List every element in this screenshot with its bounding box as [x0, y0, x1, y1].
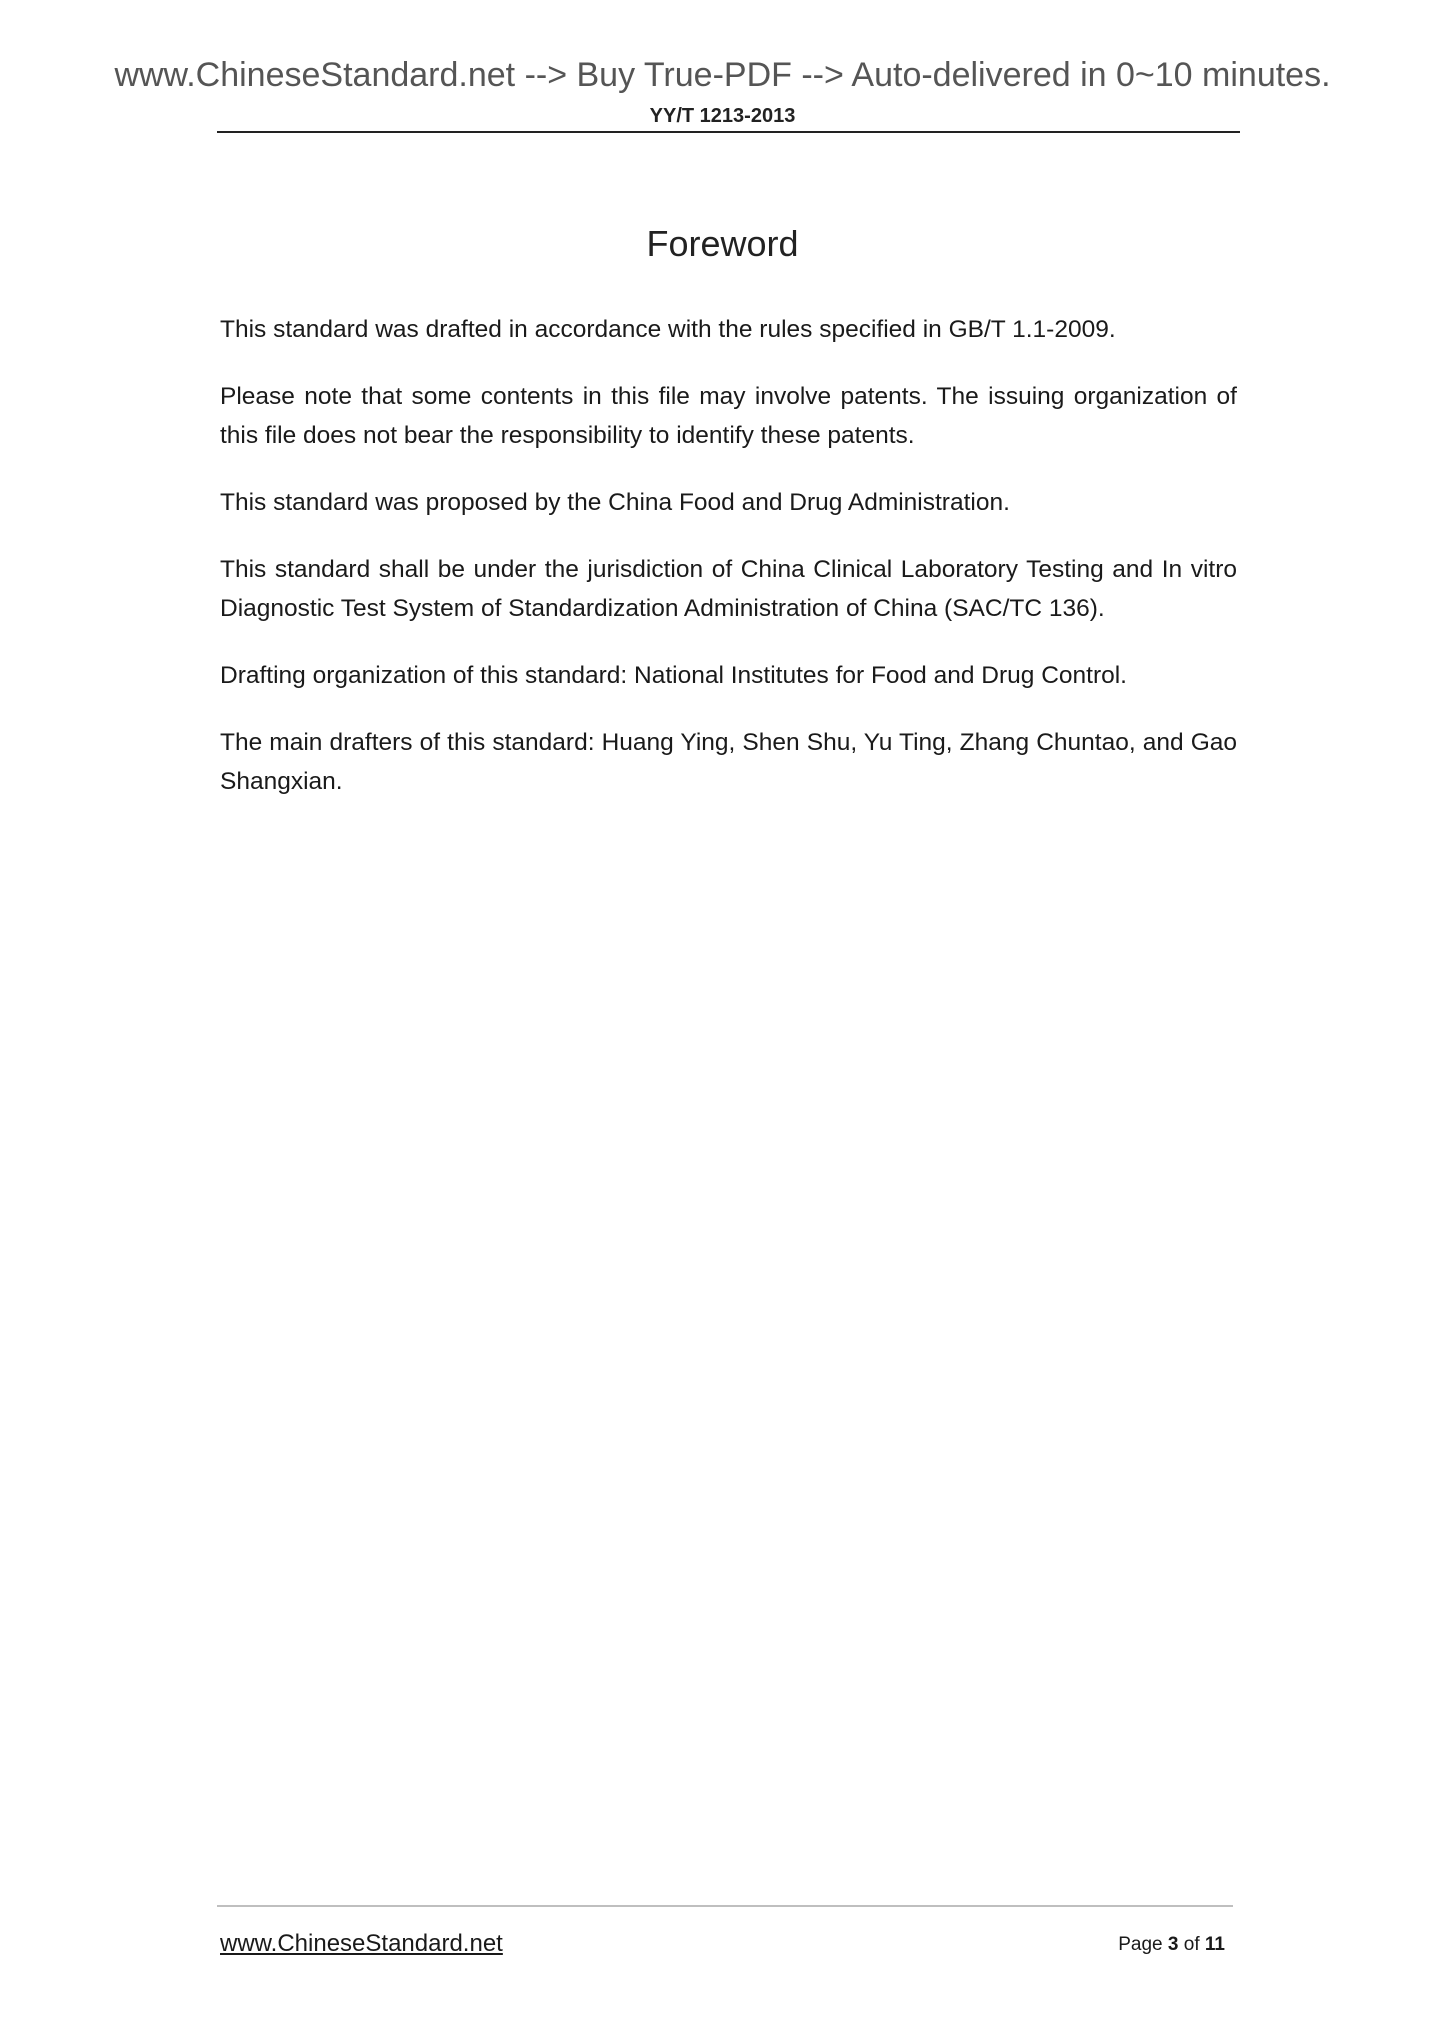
footer-divider [217, 1905, 1233, 1907]
page-title: Foreword [646, 223, 799, 264]
page-label: Page [1118, 1934, 1163, 1955]
header-divider [217, 131, 1240, 133]
paragraph-jurisdiction: This standard shall be under the jurisdiction of China Clinical Laboratory Testing and In vitro Diagnostic Test System of Standardization Administration of China (SAC/TC 136). [220, 556, 1237, 622]
page-number [1118, 1933, 1225, 1957]
total-pages-number: 11 [1204, 1934, 1225, 1955]
paragraph-patents-note: Please note that some contents in this file may involve patents. The issuing organization of this file does not bear the responsibility to identify these patents. [220, 383, 1237, 449]
header-banner: www.ChineseStandard.net --> Buy True-PDF --> Auto-delivered in 0~10 minutes. [114, 56, 1331, 94]
current-page-number: 3 [1167, 1934, 1179, 1955]
foreword-body [220, 310, 1237, 829]
standard-code: YY/T 1213-2013 [649, 105, 796, 127]
paragraph-drafting-organization: Drafting organization of this standard: National Institutes for Food and Drug Control. [220, 662, 1127, 689]
paragraph-drafting-rules: This standard was drafted in accordance with the rules specified in GB/T 1.1-2009. [220, 316, 1116, 343]
of-label: of [1183, 1934, 1200, 1955]
paragraph-proposed-by: This standard was proposed by the China Food and Drug Administration. [220, 489, 1010, 516]
paragraph-main-drafters: The main drafters of this standard: Huang Ying, Shen Shu, Yu Ting, Zhang Chuntao, and Gao Shangxian. [220, 729, 1237, 795]
footer-website-link[interactable]: www.ChineseStandard.net [220, 1930, 503, 1957]
